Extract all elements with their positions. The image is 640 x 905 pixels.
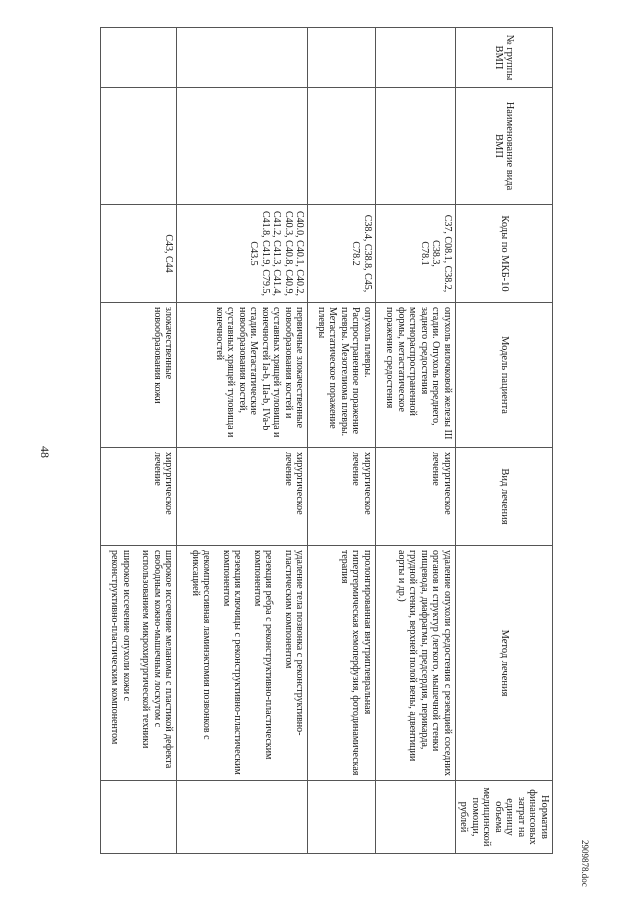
table-container: [100, 27, 553, 853]
cell-model: первичные злокачественные новообразования костей и суставных хрящей туловища и конечностей Ia-b, IIa-b, IVa-b стадии. Метастатические новообразования костей, суставных хрящей туловища и конечностей: [177, 303, 308, 448]
method-item: декомпрессивная ламинэктомия позвонков с фиксацией: [189, 550, 213, 740]
header-model: Модель пациента: [456, 303, 553, 448]
cell-model: опухоль плевры. Распространенное поражение плевры. Мезотелиома плевры. Метастатическое поражение плевры: [308, 303, 376, 448]
header-group: № группы ВМП: [456, 28, 553, 88]
method-item: резекция ключицы с реконструктивно-пластическим компонентом: [220, 550, 244, 775]
method-item: широкое иссечение меланомы с пластикой дефекта свободным кожно-мышечным лоскутом с использованием микрохирургической техники: [140, 550, 175, 769]
cell-norm: [101, 781, 177, 854]
header-method: Метод лечения: [456, 546, 553, 781]
method-item: удаление тела позвонка с реконструктивно-пластическим компонентом: [282, 550, 306, 736]
cell-name: [375, 88, 455, 205]
cell-codes: [101, 205, 177, 303]
header-norm: Норматив финансовых затрат на единицу объема медицинской помощи, рублей: [456, 781, 553, 854]
cell-codes: [375, 205, 455, 303]
code-line: C43, C44: [163, 234, 175, 273]
cell-group: [101, 28, 177, 88]
code-line: C40.3, C40.8, C40.9,: [282, 210, 294, 296]
method-item: пролонгированная внутриплевральная гипертермическая хемоперфузия, фотодинамическая терапия: [338, 550, 373, 776]
cell-type: хирургическое лечение: [375, 448, 455, 546]
method-item: резекция ребра с реконструктивно-пластическим компонентом: [251, 550, 275, 760]
cell-method: [177, 546, 308, 781]
method-item: удаление опухоли средостения с резекцией соседних органов и структур (легкого, мышечной стенки пищевода, диафрагмы, предсердия, перикарда, грудной стенки, верхней полой вены, адвентиции аорты и др.): [396, 550, 453, 776]
cell-method: [375, 546, 455, 781]
code-line: C78.1: [419, 241, 430, 266]
cell-norm: [308, 781, 376, 854]
cell-type: хирургическое лечение: [177, 448, 308, 546]
document-id: 2909878.doc: [580, 840, 590, 887]
cell-codes: [177, 205, 308, 303]
header-type: Вид лечения: [456, 448, 553, 546]
cell-model: опухоль вилочковой железы III стадии. Опухоль переднего, заднего средостения местнораспространенной формы, метастатическое поражение средостения: [375, 303, 455, 448]
cell-method: [308, 546, 376, 781]
cell-codes: [308, 205, 376, 303]
vmp-table: [100, 27, 553, 854]
cell-group: [177, 28, 308, 88]
cell-group: [375, 28, 455, 88]
cell-name: [177, 88, 308, 205]
page-number: 48: [38, 446, 52, 458]
method-item: широкое иссечение опухоли кожи с реконструктивно-пластическим компонентом: [109, 550, 132, 745]
code-line: C37, C08.1, C38.2, C38.3,: [430, 214, 453, 293]
header-name: Наименование вида ВМП: [456, 88, 553, 205]
cell-name: [308, 88, 376, 205]
table-row: [308, 28, 376, 854]
code-line: C38.4, C38.8, C45, C78.2: [350, 214, 373, 293]
cell-name: [101, 88, 177, 205]
code-line: C41.2, C41.3, C41.4,: [271, 210, 283, 296]
table-row: [177, 28, 308, 854]
cell-model: злокачественные новообразования кожи: [101, 303, 177, 448]
cell-type: хирургическое лечение: [101, 448, 177, 546]
cell-method: [101, 546, 177, 781]
code-line: C41.8, C41.9, C79.5,: [259, 210, 271, 296]
cell-norm: [375, 781, 455, 854]
cell-norm: [177, 781, 308, 854]
cell-group: [308, 28, 376, 88]
header-codes: Коды по МКБ-10: [456, 205, 553, 303]
table-row: [375, 28, 455, 854]
header-row: [456, 28, 553, 854]
code-line: C40.0, C40.1, C40.2,: [294, 210, 306, 296]
code-line: C43.5: [248, 241, 260, 266]
table-row: [101, 28, 177, 854]
cell-type: хирургическое лечение: [308, 448, 376, 546]
rotated-table-frame: [100, 27, 553, 853]
